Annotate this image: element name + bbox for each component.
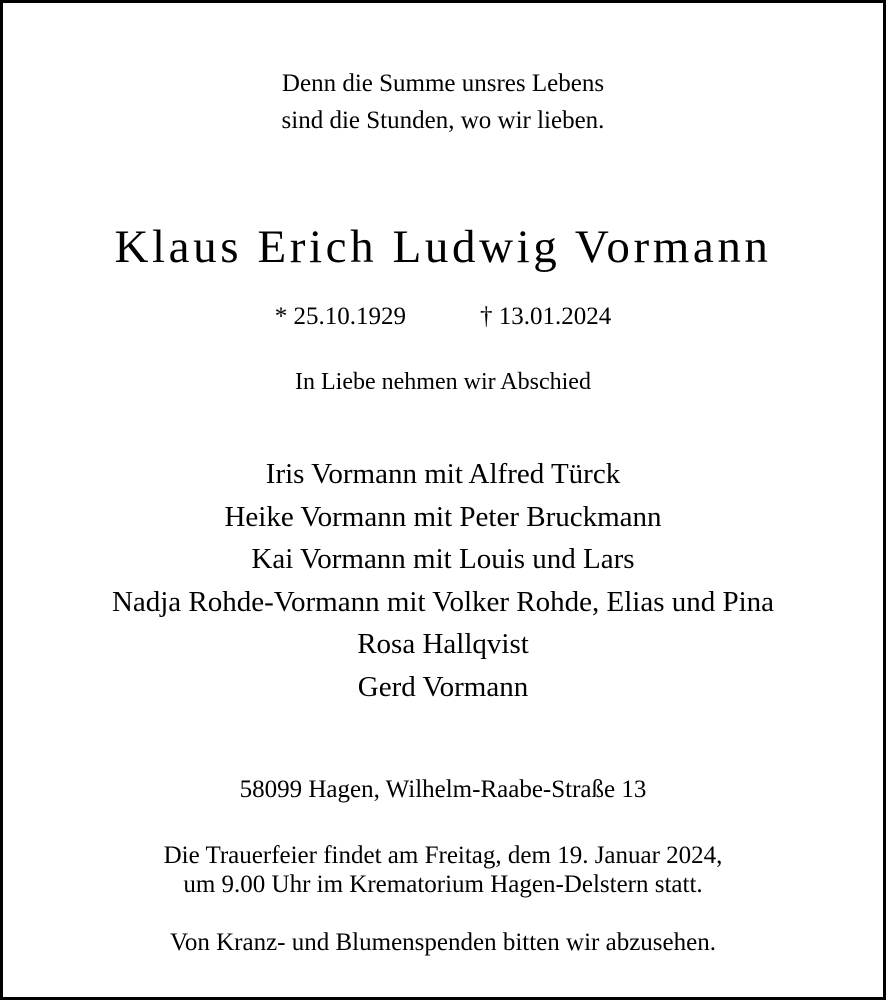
mourner-entry: Kai Vormann mit Louis und Lars	[251, 543, 635, 575]
motto-line-1: Denn die Summe unsres Lebens	[281, 70, 605, 97]
birth-date: * 25.10.1929	[274, 303, 406, 330]
deceased-name: Klaus Erich Ludwig Vormann	[114, 221, 772, 273]
mourner-entry: Gerd Vormann	[357, 670, 529, 703]
mourner-entry: Rosa Hallqvist	[357, 628, 529, 660]
farewell-line: In Liebe nehmen wir Abschied	[295, 369, 591, 395]
mourner-entry: Iris Vormann mit Alfred Türck	[265, 458, 621, 490]
mourner-entry: Heike Vormann mit Peter Bruckmann	[224, 500, 662, 533]
mourners-list	[3, 453, 883, 708]
family-address: 58099 Hagen, Wilhelm-Raabe-Straße 13	[239, 776, 647, 803]
life-dates	[3, 299, 883, 335]
ceremony-line-1: Die Trauerfeier findet am Freitag, dem 19. Januar 2024,	[163, 842, 723, 869]
ceremony-info	[3, 841, 883, 899]
mourner-entry: Nadja Rohde-Vormann mit Volker Rohde, Elias und Pina	[111, 585, 775, 618]
motto-quote	[3, 65, 883, 139]
death-date: † 13.01.2024	[480, 303, 612, 330]
ceremony-line-2: um 9.00 Uhr im Krematorium Hagen-Delstern statt.	[183, 871, 703, 898]
motto-line-2: sind die Stunden, wo wir lieben.	[281, 107, 605, 134]
donation-request: Von Kranz- und Blumenspenden bitten wir abzusehen.	[170, 929, 716, 956]
